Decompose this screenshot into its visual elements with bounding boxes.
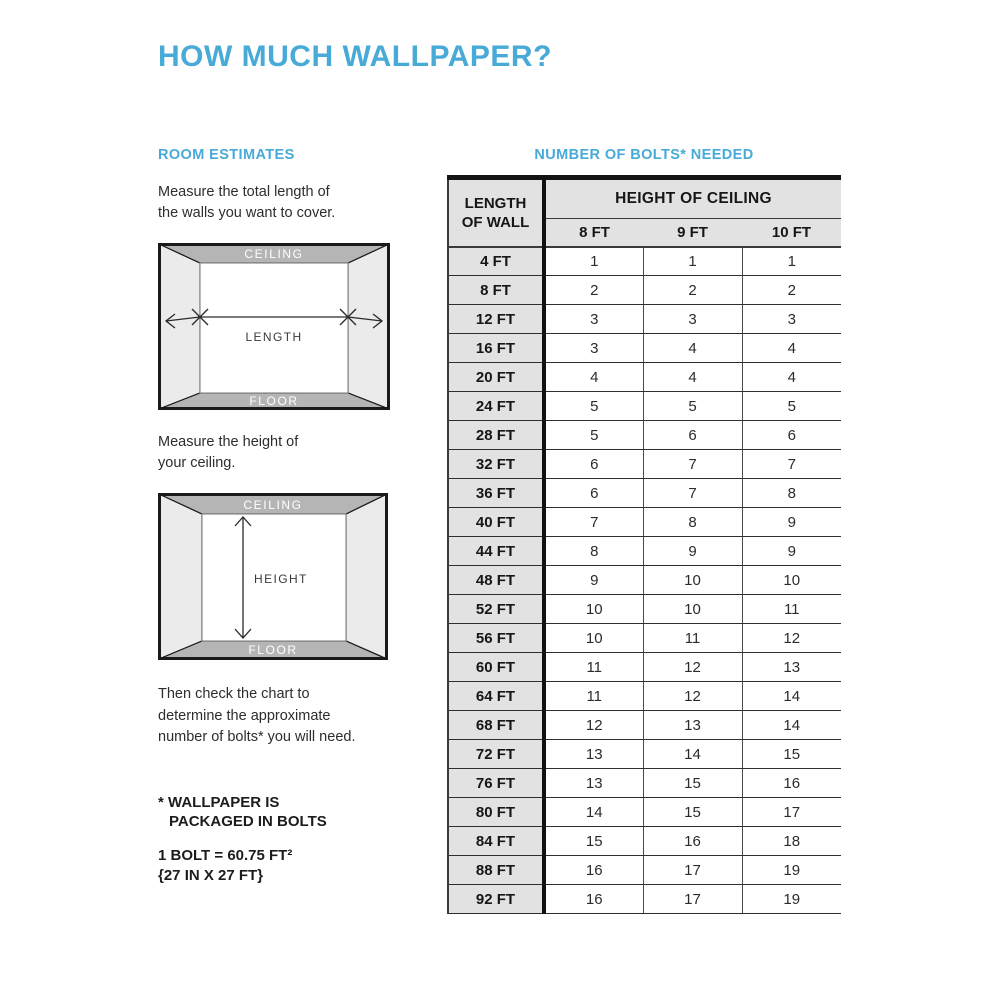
table-row [448,856,841,885]
table-row [448,885,841,914]
right-wall-shape [346,494,387,659]
bolt-count-cell: 5 [544,421,643,450]
bolt-count-cell: 17 [643,856,742,885]
instruction-chart [158,684,355,749]
bolt-count-cell: 12 [643,682,742,711]
bolt-count-cell: 7 [643,479,742,508]
row-label: 16 FT [448,334,544,363]
bolts-needed-heading: NUMBER OF BOLTS* NEEDED [534,147,754,163]
bolt-count-cell: 16 [544,885,643,914]
height-dimension-label: HEIGHT [254,572,308,586]
table-row [448,537,841,566]
bolt-count-cell: 10 [643,595,742,624]
bolt-count-cell: 16 [742,769,841,798]
bolt-count-cell: 13 [643,711,742,740]
table-row [448,624,841,653]
back-wall-shape [200,263,348,393]
bolt-count-cell: 15 [742,740,841,769]
bolt-count-cell: 11 [544,653,643,682]
bolt-count-cell: 9 [742,537,841,566]
height-room-diagram [158,493,388,660]
footnote-line2: PACKAGED IN BOLTS [169,813,327,830]
row-label: 36 FT [448,479,544,508]
row-label: 76 FT [448,769,544,798]
bolt-count-cell: 10 [544,595,643,624]
bolt-count-cell: 11 [544,682,643,711]
bolt-count-cell: 9 [544,566,643,595]
table-row [448,798,841,827]
instruction-height-line1: Measure the height of [158,434,299,450]
bolts-table-container [447,175,841,914]
floor-label: FLOOR [248,643,298,657]
bolt-count-cell: 9 [742,508,841,537]
row-label: 52 FT [448,595,544,624]
bolt-count-cell: 1 [544,247,643,276]
table-row [448,363,841,392]
instruction-length [158,182,335,223]
bolt-count-cell: 1 [742,247,841,276]
instruction-length-line1: Measure the total length of [158,184,330,200]
bolt-count-cell: 6 [544,479,643,508]
length-dimension-label: LENGTH [245,330,303,344]
row-label: 4 FT [448,247,544,276]
row-label: 80 FT [448,798,544,827]
col-header-8ft: 8 FT [544,219,643,247]
row-label: 32 FT [448,450,544,479]
row-label: 8 FT [448,276,544,305]
bolt-count-cell: 8 [742,479,841,508]
row-label: 92 FT [448,885,544,914]
table-row [448,827,841,856]
right-wall-shape [348,244,389,409]
bolt-count-cell: 5 [544,392,643,421]
bolt-count-cell: 7 [742,450,841,479]
table-row [448,305,841,334]
table-row [448,276,841,305]
bolt-count-cell: 6 [544,450,643,479]
table-row [448,508,841,537]
bolt-count-cell: 8 [643,508,742,537]
row-label: 68 FT [448,711,544,740]
row-label: 44 FT [448,537,544,566]
bolt-count-cell: 4 [742,363,841,392]
bolt-count-cell: 16 [544,856,643,885]
bolt-count-cell: 6 [742,421,841,450]
row-label: 28 FT [448,421,544,450]
bolt-count-cell: 14 [544,798,643,827]
bolt-count-cell: 8 [544,537,643,566]
bolt-count-cell: 7 [643,450,742,479]
instruction-chart-line2: determine the approximate [158,707,331,724]
footnote-line1: * WALLPAPER IS [158,794,280,811]
bolt-definition [158,846,292,886]
bolts-table [447,175,841,914]
table-row [448,711,841,740]
bolt-count-cell: 9 [643,537,742,566]
row-label: 56 FT [448,624,544,653]
bolt-count-cell: 12 [544,711,643,740]
bolt-count-cell: 2 [643,276,742,305]
row-label: 20 FT [448,363,544,392]
bolt-count-cell: 4 [544,363,643,392]
bolt-count-cell: 12 [643,653,742,682]
row-label: 64 FT [448,682,544,711]
bolt-count-cell: 3 [643,305,742,334]
instruction-chart-line1: Then check the chart to [158,686,310,702]
instruction-length-line2: the walls you want to cover. [158,204,336,221]
table-row [448,247,841,276]
wallpaper-footnote [158,793,327,831]
ceiling-label: CEILING [244,247,304,261]
table-row [448,334,841,363]
table-row [448,682,841,711]
table-row [448,450,841,479]
page-title: HOW MUCH WALLPAPER? [158,40,552,73]
col-header-10ft: 10 FT [742,219,841,247]
bolt-count-cell: 5 [643,392,742,421]
row-label: 40 FT [448,508,544,537]
bolt-count-cell: 12 [742,624,841,653]
col-header-9ft: 9 FT [643,219,742,247]
length-of-wall-header-line1: LENGTH [464,194,527,212]
bolt-count-cell: 14 [643,740,742,769]
length-room-diagram [158,243,390,410]
table-row [448,740,841,769]
length-of-wall-header-line2: OF WALL [461,213,530,231]
bolt-count-cell: 10 [742,566,841,595]
bolt-count-cell: 10 [643,566,742,595]
instruction-height [158,432,298,473]
bolt-count-cell: 3 [742,305,841,334]
table-header-row-1 [448,178,841,219]
bolt-count-cell: 18 [742,827,841,856]
left-wall-shape [159,244,200,409]
bolt-count-cell: 10 [544,624,643,653]
row-label: 12 FT [448,305,544,334]
bolt-count-cell: 14 [742,682,841,711]
row-label: 72 FT [448,740,544,769]
bolt-count-cell: 13 [742,653,841,682]
table-row [448,769,841,798]
bolt-count-cell: 11 [643,624,742,653]
instruction-height-line2: your ceiling. [158,454,236,471]
table-row [448,392,841,421]
row-label: 48 FT [448,566,544,595]
bolt-definition-line2: {27 IN X 27 FT} [158,867,264,884]
bolt-count-cell: 2 [544,276,643,305]
floor-label: FLOOR [249,394,299,408]
bolt-count-cell: 13 [544,740,643,769]
bolt-count-cell: 16 [643,827,742,856]
table-row [448,653,841,682]
bolt-count-cell: 15 [643,798,742,827]
ceiling-label: CEILING [243,498,303,512]
bolt-count-cell: 6 [643,421,742,450]
row-label: 84 FT [448,827,544,856]
bolt-count-cell: 17 [742,798,841,827]
row-label: 24 FT [448,392,544,421]
bolt-count-cell: 11 [742,595,841,624]
table-row [448,595,841,624]
bolt-count-cell: 19 [742,885,841,914]
bolt-count-cell: 14 [742,711,841,740]
left-wall-shape [159,494,202,659]
bolt-count-cell: 3 [544,305,643,334]
row-label: 88 FT [448,856,544,885]
table-row [448,566,841,595]
bolt-count-cell: 5 [742,392,841,421]
bolt-count-cell: 7 [544,508,643,537]
height-of-ceiling-header: HEIGHT OF CEILING [544,178,841,219]
bolt-count-cell: 4 [643,363,742,392]
bolt-definition-line1: 1 BOLT = 60.75 FT² [158,847,293,864]
bolt-count-cell: 19 [742,856,841,885]
length-of-wall-header [448,178,544,247]
table-row [448,479,841,508]
row-label: 60 FT [448,653,544,682]
bolt-count-cell: 15 [544,827,643,856]
bolt-count-cell: 1 [643,247,742,276]
bolt-count-cell: 4 [742,334,841,363]
bolt-count-cell: 4 [643,334,742,363]
bolt-count-cell: 15 [643,769,742,798]
room-estimates-heading: ROOM ESTIMATES [158,147,295,163]
bolt-count-cell: 2 [742,276,841,305]
bolt-count-cell: 17 [643,885,742,914]
bolt-count-cell: 13 [544,769,643,798]
table-row [448,421,841,450]
bolt-count-cell: 3 [544,334,643,363]
instruction-chart-line3: number of bolts* you will need. [158,729,356,745]
table-body [448,247,841,914]
